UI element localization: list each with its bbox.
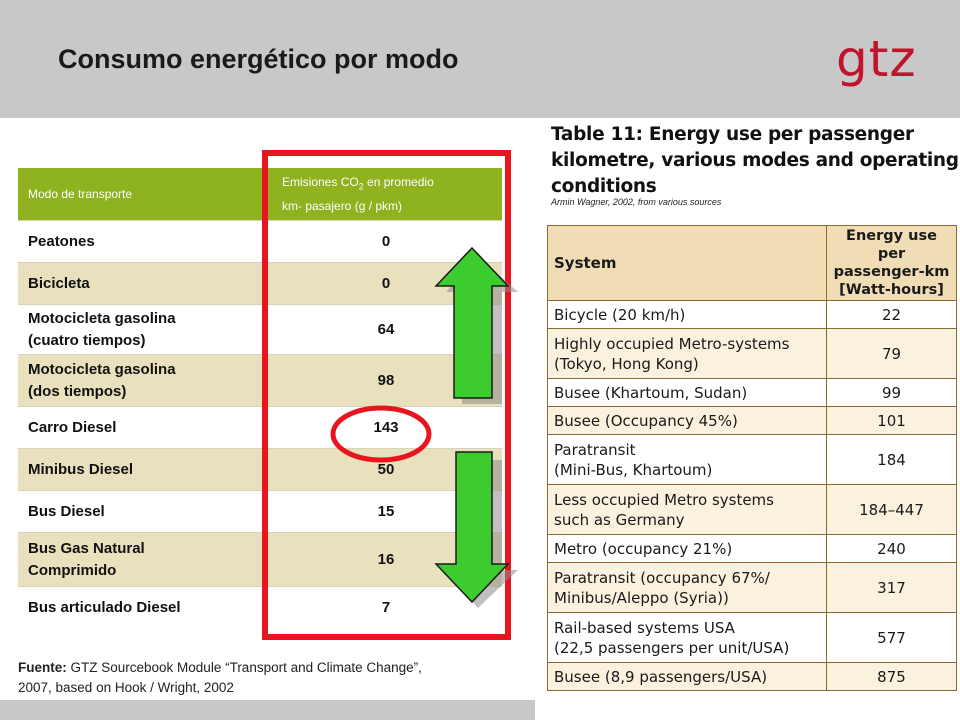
system-name: Paratransit (Mini-Bus, Khartoum) xyxy=(548,435,827,485)
col-header-emissions-line2: km- pasajero (g / pkm) xyxy=(282,199,403,214)
system-name: Busee (Khartoum, Sudan) xyxy=(548,379,827,407)
emission-value: 50 xyxy=(270,449,502,491)
table-row xyxy=(548,379,957,407)
emission-value: 143 xyxy=(270,407,502,449)
table-row xyxy=(548,435,957,485)
page-title: Consumo energético por modo xyxy=(58,44,459,74)
energy-value: 184 xyxy=(827,435,957,485)
footer-strip xyxy=(535,700,960,720)
mode-name: Peatones xyxy=(18,221,270,263)
energy-table-title: Table 11: Energy use per passenger kilometre, various modes and operating conditions xyxy=(551,124,959,197)
emission-value: 98 xyxy=(270,355,502,407)
energy-value: 79 xyxy=(827,329,957,379)
source-text-line2: 2007, based on Hook / Wright, 2002 xyxy=(18,680,234,695)
system-name: Busee (8,9 passengers/USA) xyxy=(548,663,827,691)
mode-name: Bus articulado Diesel xyxy=(18,587,270,629)
system-name: Less occupied Metro systems such as Germany xyxy=(548,485,827,535)
emission-value: 16 xyxy=(270,533,502,587)
emission-value: 0 xyxy=(270,263,502,305)
table-row xyxy=(548,663,957,691)
emission-value: 7 xyxy=(270,587,502,629)
mode-name: Carro Diesel xyxy=(18,407,270,449)
footer-bar xyxy=(0,700,535,720)
table-row xyxy=(548,563,957,613)
emission-value: 0 xyxy=(270,221,502,263)
energy-value: 240 xyxy=(827,535,957,563)
emission-value: 15 xyxy=(270,491,502,533)
table-row xyxy=(548,535,957,563)
source-text: GTZ Sourcebook Module “Transport and Climate Change”, xyxy=(66,660,422,675)
mode-name: Motocicleta gasolina (dos tiempos) xyxy=(18,355,270,407)
energy-value: 875 xyxy=(827,663,957,691)
system-name: Metro (occupancy 21%) xyxy=(548,535,827,563)
system-name: Rail-based systems USA (22,5 passengers per unit/USA) xyxy=(548,613,827,663)
mode-name: Motocicleta gasolina (cuatro tiempos) xyxy=(18,305,270,355)
energy-value: 317 xyxy=(827,563,957,613)
system-name: Highly occupied Metro-systems (Tokyo, Hong Kong) xyxy=(548,329,827,379)
energy-value: 99 xyxy=(827,379,957,407)
mode-name: Bicicleta xyxy=(18,263,270,305)
energy-value: 101 xyxy=(827,407,957,435)
table-row xyxy=(548,301,957,329)
energy-table xyxy=(547,225,957,691)
gtz-logo: gtz xyxy=(836,30,917,88)
col-header-emissions-pre: Emisiones CO xyxy=(282,174,359,189)
col-header-emissions-post: en promedio xyxy=(363,174,434,189)
energy-table-image xyxy=(535,118,960,700)
source-label: Fuente: xyxy=(18,660,67,675)
table-row xyxy=(548,407,957,435)
col-header-mode: Modo de transporte xyxy=(18,168,270,221)
col-header-emissions-sub: 2 xyxy=(358,181,364,192)
emission-value: 64 xyxy=(270,305,502,355)
mode-name: Bus Diesel xyxy=(18,491,270,533)
energy-value: 184–447 xyxy=(827,485,957,535)
table-row xyxy=(548,613,957,663)
system-name: Busee (Occupancy 45%) xyxy=(548,407,827,435)
table-row xyxy=(548,329,957,379)
table-row xyxy=(548,485,957,535)
mode-name: Bus Gas Natural Comprimido xyxy=(18,533,270,587)
energy-value: 22 xyxy=(827,301,957,329)
mode-name: Minibus Diesel xyxy=(18,449,270,491)
col-header-system: System xyxy=(548,226,827,301)
system-name: Bicycle (20 km/h) xyxy=(548,301,827,329)
energy-table-header xyxy=(548,226,957,301)
energy-value: 577 xyxy=(827,613,957,663)
system-name: Paratransit (occupancy 67%/ Minibus/Aleppo (Syria)) xyxy=(548,563,827,613)
col-header-energy: Energy use per passenger-km [Watt-hours] xyxy=(827,226,957,301)
energy-table-subtitle: Armin Wagner, 2002, from various sources xyxy=(551,197,722,207)
highlight-ellipse xyxy=(333,408,429,460)
